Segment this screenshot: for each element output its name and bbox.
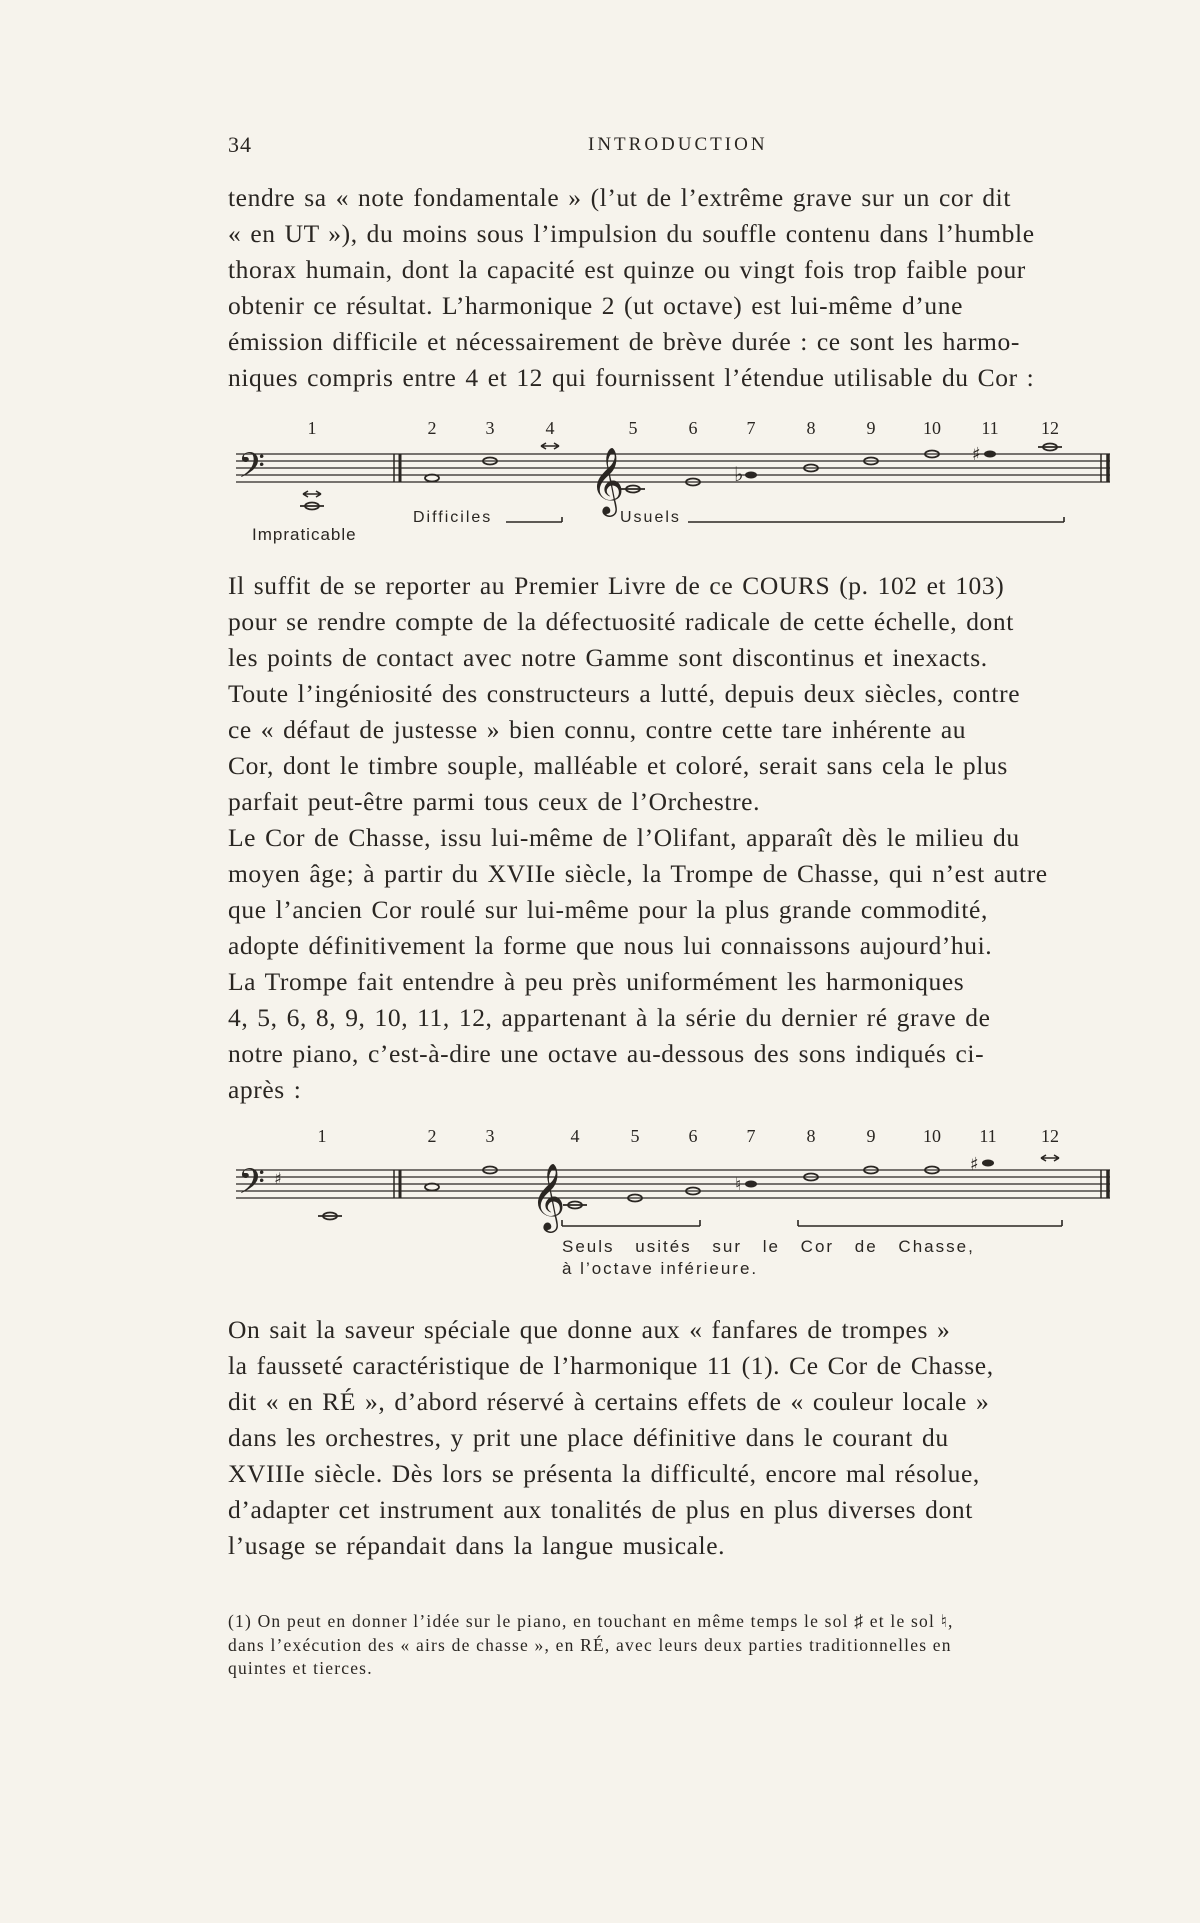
- harmonic-number: 11: [979, 1126, 997, 1146]
- caption-line-2: à l’octave inférieure.: [562, 1259, 759, 1278]
- footnote-line: (1) On peut en donner l’idée sur le piano, en touchant en même temps le sol ♯ et le sol ♮,: [228, 1611, 954, 1631]
- note-head-icon: [984, 451, 996, 458]
- notes: [300, 444, 1062, 510]
- text-line: notre piano, c’est-à-dire une octave au-dessous des sons indiqués ci-: [228, 1039, 985, 1068]
- filled-notes: [735, 1154, 994, 1195]
- harmonic-number: 8: [806, 1126, 816, 1146]
- sharp-icon: ♯: [274, 1169, 282, 1188]
- text-line: niques compris entre 4 et 12 qui fournissent l’étendue utilisable du Cor :: [228, 363, 1035, 392]
- harmonic-number: 5: [628, 418, 638, 438]
- bass-clef-icon: 𝄢: [238, 1161, 266, 1210]
- harmonic-number: 10: [923, 1126, 941, 1146]
- harmonic-number: 12: [1041, 1126, 1059, 1146]
- paragraph-4: [228, 1312, 1123, 1564]
- text-line: Le Cor de Chasse, issu lui-même de l’Olifant, apparaît dès le milieu du: [228, 823, 1020, 852]
- harmonic-number: 8: [806, 418, 816, 438]
- sharp-icon: ♯: [970, 1154, 979, 1175]
- double-arrow-icon: [303, 491, 321, 497]
- natural-icon: ♮: [735, 1175, 742, 1195]
- sharp-icon: ♯: [972, 444, 981, 465]
- text-line: Cor, dont le timbre souple, malléable et coloré, serait sans cela le plus: [228, 751, 1008, 780]
- text-line: la fausseté caractéristique de l’harmonique 11 (1). Ce Cor de Chasse,: [228, 1351, 994, 1380]
- harmonic-number: 10: [923, 418, 941, 438]
- text-line: La Trompe fait entendre à peu près uniformément les harmoniques: [228, 967, 965, 996]
- text-line: parfait peut-être parmi tous ceux de l’Orchestre.: [228, 787, 761, 816]
- note-head-icon: [745, 472, 757, 479]
- text-line: tendre sa « note fondamentale » (l’ut de l’extrême grave sur un cor dit: [228, 183, 1012, 212]
- text-line: ce « défaut de justesse » bien connu, contre cette tare inhérente au: [228, 715, 967, 744]
- harmonic-number: 6: [688, 1126, 698, 1146]
- text-line: moyen âge; à partir du XVIIe siècle, la Trompe de Chasse, qui n’est autre: [228, 859, 1048, 888]
- page-number: 34: [228, 132, 252, 157]
- footnote-line: quintes et tierces.: [228, 1658, 373, 1678]
- harmonic-number: 4: [545, 418, 555, 438]
- harmonic-number: 12: [1041, 418, 1059, 438]
- music-example-2: [0, 1118, 1200, 1278]
- harmonic-number: 7: [746, 418, 756, 438]
- text-line: émission difficile et nécessairement de brève durée : ce sont les harmo-: [228, 327, 1020, 356]
- text-line: XVIIIe siècle. Dès lors se présenta la difficulté, encore mal résolue,: [228, 1459, 980, 1488]
- text-line: adopte définitivement la forme que nous lui connaissons aujourd’hui.: [228, 931, 993, 960]
- harmonic-number: 4: [570, 1126, 580, 1146]
- text-line: thorax humain, dont la capacité est quinze ou vingt fois trop faible pour: [228, 255, 1026, 284]
- footnote: [228, 1610, 1123, 1681]
- harmonic-number: 3: [485, 1126, 495, 1146]
- text-line: On sait la saveur spéciale que donne aux « fanfares de trompes »: [228, 1315, 951, 1344]
- text-line: dans les orchestres, y prit une place définitive dans le courant du: [228, 1423, 949, 1452]
- staff-lines: [236, 1170, 1110, 1198]
- label-usuels: Usuels: [620, 509, 681, 526]
- harmonic-number: 5: [630, 1126, 640, 1146]
- text-line: les points de contact avec notre Gamme sont discontinus et inexacts.: [228, 643, 988, 672]
- clefs: [238, 1161, 565, 1233]
- harmonic-number: 11: [981, 418, 999, 438]
- music-example-1: [0, 410, 1200, 560]
- harmonic-number: 2: [427, 418, 437, 438]
- text-line: 4, 5, 6, 8, 9, 10, 11, 12, appartenant à la série du dernier ré grave de: [228, 1003, 991, 1032]
- text-line: après :: [228, 1075, 302, 1104]
- harmonic-number: 2: [427, 1126, 437, 1146]
- caption-line-1: Seuls usités sur le Cor de Chasse,: [562, 1237, 975, 1256]
- notes: [318, 1167, 939, 1220]
- text-line: Toute l’ingéniosité des constructeurs a lutté, depuis deux siècles, contre: [228, 679, 1021, 708]
- footnote-line: dans l’exécution des « airs de chasse », en RÉ, avec leurs deux parties traditionnelles en: [228, 1634, 952, 1655]
- label-difficiles: Difficiles: [413, 509, 493, 526]
- text-line: l’usage se répandait dans la langue musicale.: [228, 1531, 726, 1560]
- text-line: obtenir ce résultat. L’harmonique 2 (ut octave) est lui-même d’une: [228, 291, 964, 320]
- harmonic-number: 1: [307, 418, 317, 438]
- label-impraticable: Impraticable: [252, 525, 357, 544]
- running-head: INTRODUCTION: [588, 134, 768, 155]
- text-line: « en UT »), du moins sous l’impulsion du souffle contenu dans l’humble: [228, 219, 1035, 248]
- harmonic-number: 1: [317, 1126, 327, 1146]
- treble-clef-icon: 𝄞: [531, 1162, 566, 1230]
- flat-icon: ♭: [734, 462, 744, 486]
- text-line: pour se rendre compte de la défectuosité radicale de cette échelle, dont: [228, 607, 1014, 636]
- text-line: que l’ancien Cor roulé sur lui-même pour la plus grande commodité,: [228, 895, 988, 924]
- harmonic-number: 7: [746, 1126, 756, 1146]
- double-arrow-icon: [541, 443, 559, 449]
- paragraph-1: [228, 180, 1123, 396]
- double-arrow-icon: [1041, 1155, 1059, 1161]
- text-line: Il suffit de se reporter au Premier Livre de ce COURS (p. 102 et 103): [228, 571, 1005, 600]
- paragraph-3: [228, 820, 1123, 1108]
- harmonic-number: 9: [866, 418, 876, 438]
- paragraph-2: [228, 568, 1123, 820]
- harmonic-number: 9: [866, 1126, 876, 1146]
- text-line: d’adapter cet instrument aux tonalités de plus en plus diverses dont: [228, 1495, 973, 1524]
- bass-clef-icon: 𝄢: [238, 445, 266, 494]
- text-line: dit « en RÉ », d’abord réservé à certains effets de « couleur locale »: [228, 1387, 990, 1416]
- harmonic-number: 3: [485, 418, 495, 438]
- filled-notes: [734, 444, 996, 486]
- note-head-icon: [745, 1181, 757, 1188]
- note-head-icon: [982, 1160, 994, 1167]
- page-header: [228, 132, 1128, 162]
- harmonic-number: 6: [688, 418, 698, 438]
- treble-clef-icon: 𝄞: [590, 446, 625, 514]
